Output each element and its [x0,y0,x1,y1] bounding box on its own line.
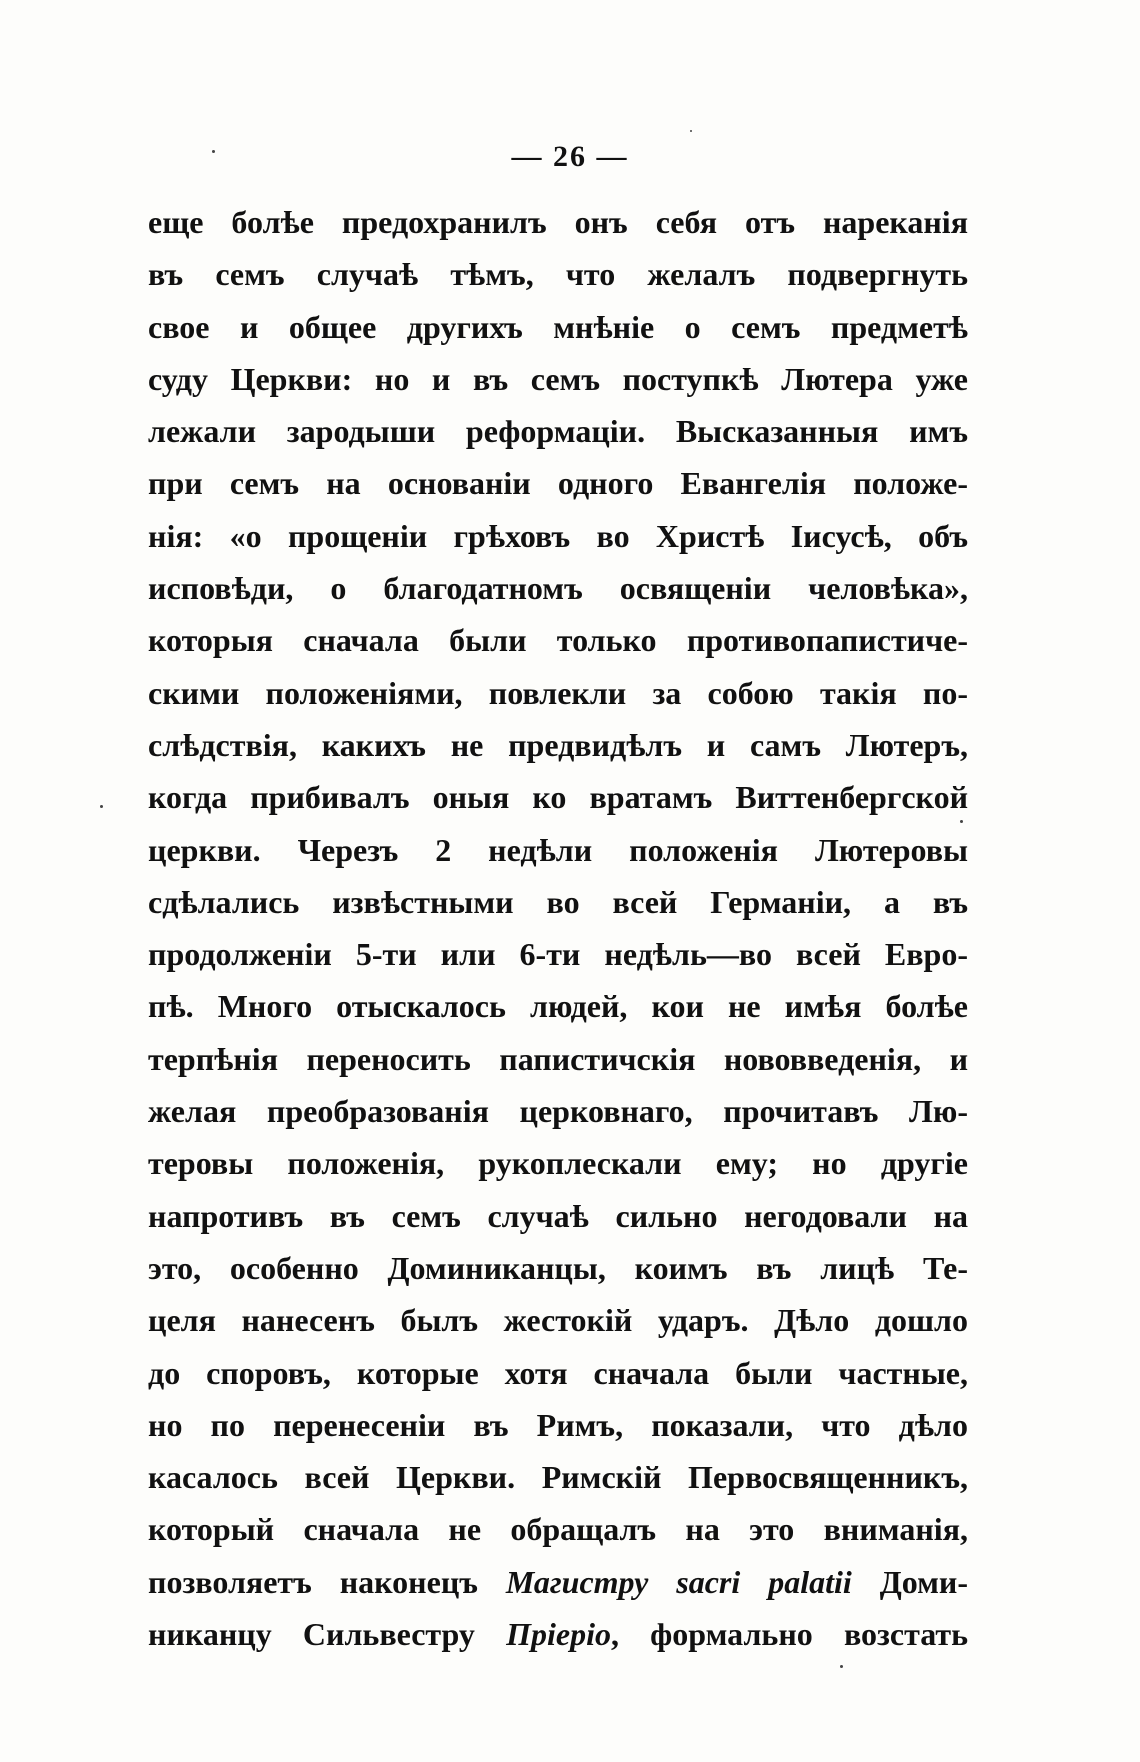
text-line-4: суду Церкви: но и въ семъ поступкѣ Лютера уже [148,360,968,397]
scan-speck [690,130,692,132]
text-line-2: въ семъ случаѣ тѣмъ, что желалъ подвергнуть [148,256,968,293]
text-line-28-end: , формально возстать [610,1616,969,1653]
text-line-17: терпѣнія переносить папистичскія нововведенія, и [148,1040,968,1077]
text-line-9: которыя сначала были только противопапистиче- [148,622,968,659]
scan-speck [960,820,963,823]
text-line-3: свое и общее другихъ мнѣніе о семъ предметѣ [148,308,968,345]
text-line-28-start: никанцу Сильвестру [148,1616,507,1653]
body-text [148,196,968,1660]
text-line-22: целя нанесенъ былъ жестокій ударъ. Дѣло дошло [148,1302,968,1339]
text-line-6: при семъ на основаніи одного Евангелія положе- [148,465,968,502]
italic-name: Пріеріо [506,1616,611,1653]
scan-speck [212,150,215,153]
text-line-11: слѣдствія, какихъ не предвидѣлъ и самъ Лютеръ, [148,726,968,763]
text-line-27-start: позволяетъ наконецъ [148,1563,506,1600]
text-line-28 [148,1608,968,1660]
text-line-5: лежали зародыши реформаціи. Высказанныя имъ [148,413,968,450]
text-line-10: скими положеніями, повлекли за собою такія по- [148,674,968,711]
text-line-24: но по перенесеніи въ Римъ, показали, что дѣло [148,1406,968,1443]
text-line-18: желая преобразованія церковнаго, прочитавъ Лю- [148,1093,968,1130]
scan-speck [840,1665,843,1668]
text-line-16: пѣ. Много отыскалось людей, кои не имѣя болѣе [148,988,968,1025]
text-line-23: до споровъ, которые хотя сначала были частные, [148,1354,968,1391]
text-line-19: теровы положенія, рукоплескали ему; но другіе [148,1145,968,1182]
italic-latin-phrase: Магистру sacri palatii [505,1563,852,1600]
text-line-1: еще болѣе предохранилъ онъ себя отъ нареканія [148,204,968,240]
text-line-7: нія: «о прощеніи грѣховъ во Христѣ Іисусѣ, объ [148,517,968,554]
text-line-27 [148,1556,968,1608]
text-line-14: сдѣлались извѣстными во всей Германіи, а въ [148,883,968,920]
text-line-26: который сначала не обращалъ на это вниманія, [148,1511,968,1548]
text-line-20: напротивъ въ семъ случаѣ сильно негодовали на [148,1197,968,1234]
text-line-12: когда прибивалъ оныя ко вратамъ Виттенбергской [148,779,968,816]
text-line-15: продолженіи 5-ти или 6-ти недѣль—во всей Евро- [148,936,968,973]
text-line-25: касалось всей Церкви. Римскій Первосвященникъ, [148,1459,968,1496]
text-line-27-end: Доми- [851,1563,968,1600]
text-line-13: церкви. Черезъ 2 недѣли положенія Лютеровы [148,831,968,868]
page-number: — 26 — [511,140,629,173]
scan-speck [100,805,103,808]
text-line-21: это, особенно Доминиканцы, коимъ въ лицѣ Те- [148,1249,968,1286]
text-line-8: исповѣди, о благодатномъ освященіи человѣка», [148,570,968,607]
